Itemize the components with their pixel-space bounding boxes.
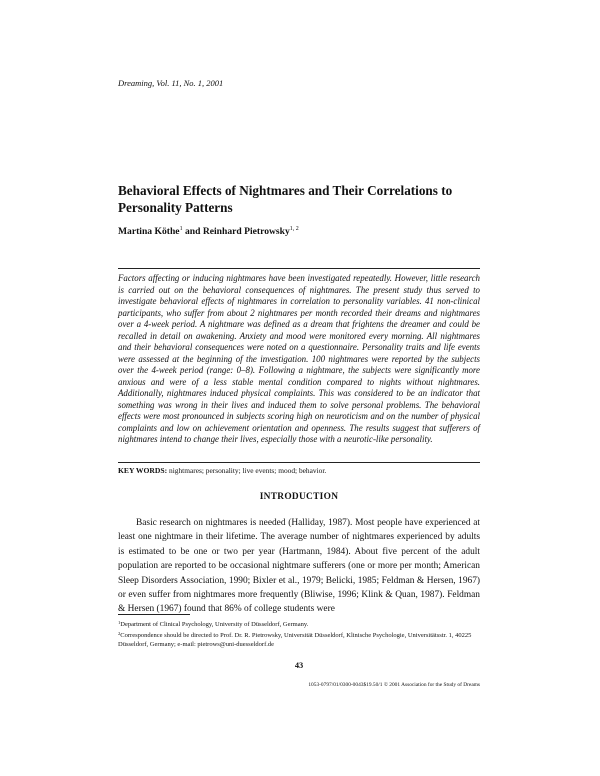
author-line <box>118 226 299 237</box>
keywords <box>118 466 480 475</box>
body-paragraph: Basic research on nightmares is needed (Halliday, 1987). Most people have experienced at least one nightmare in their lifetime. The average number of nightmares experienced by adults is estimated to be one or two per year (Hartmann, 1984). About five percent of the adult population are reported to be occasional nightmare sufferers (one or more per month; American Sleep Disorders Association, 1990; Bixler et al., 1979; Belicki, 1985; Feldman & Hersen, 1967) or even suffer from nightmares more frequently (Bliwise, 1996; Klink & Quan, 1987). Feldman & Hersen (1967) found that 86% of college students were <box>118 518 480 615</box>
footnote-text: Correspondence should be directed to Prof. Dr. R. Pietrowsky, Universität Düsseldorf, Klinische Psychologie, Universitätsstr. 1, 40225 Düsseldorf, Germany; e-mail: pietrows@uni-duesseldorf.de <box>118 632 472 648</box>
author-name: Martina Köthe <box>118 226 180 237</box>
keywords-list: nightmares; personality; live events; mood; behavior. <box>169 466 327 475</box>
footnote-rule <box>118 614 190 615</box>
abstract-bottom-rule <box>118 462 480 463</box>
page-number: 43 <box>294 661 304 670</box>
footnote-mark: 2 <box>118 631 121 636</box>
footnote <box>118 618 480 629</box>
footnote-mark: 1 <box>118 620 121 625</box>
author-connector: and <box>182 226 203 237</box>
section-heading: INTRODUCTION <box>259 492 339 502</box>
abstract: Factors affecting or inducing nightmares have been investigated repeatedly. However, little research is carried out on the behavioral consequences of nightmares. The present study thus served to investigate behavioral effects of nightmares in correlation to personality variables. 41 non-clinical participants, who suffer from about 2 nightmares per month recorded their dreams and nightmares over a 4-week period. A nightmare was defined as a dream that frightens the dreamer and could be recalled in detail on awakening. Anxiety and mood were monitored every morning. All nightmares and their behavioral consequences were noted on a questionnaire. Personality traits and life events were assessed at the beginning of the investigation. 100 nightmares were reported by the subjects over the 4-week period (range: 0–8). Following a nightmare, the subjects were significantly more anxious and were of a less stable mental condition compared to nights without nightmares. Additionally, nightmares induced physical complaints. This was considered to be an indicator that something was wrong in their lives and induced them to solve personal problems. The behavioral effects were most pronounced in subjects scoring high on neuroticism and on the number of physical complaints and low on achievement orientation and openness. The results suggest that sufferers of nightmares intend to change their lives, especially those with a neurotic-like personality. <box>118 273 480 444</box>
copyright-line: 1053-0797/01/0300-0043$19.50/1 © 2001 Association for the Study of Dreams <box>308 682 480 688</box>
author-affiliation-mark: 1 <box>179 226 183 232</box>
author-name: Reinhard Pietrowsky <box>202 226 290 237</box>
abstract-top-rule <box>118 268 480 269</box>
keywords-label: KEY WORDS: <box>118 466 168 475</box>
running-head: Dreaming, Vol. 11, No. 1, 2001 <box>118 78 224 88</box>
article-title: Behavioral Effects of Nightmares and Their Correlations to Personality Patterns <box>118 183 453 215</box>
footnotes <box>118 618 480 649</box>
author-affiliation-mark: 1, 2 <box>289 226 299 232</box>
footnote-text: Department of Clinical Psychology, University of Düsseldorf, Germany. <box>120 621 309 628</box>
footnote <box>118 629 480 649</box>
